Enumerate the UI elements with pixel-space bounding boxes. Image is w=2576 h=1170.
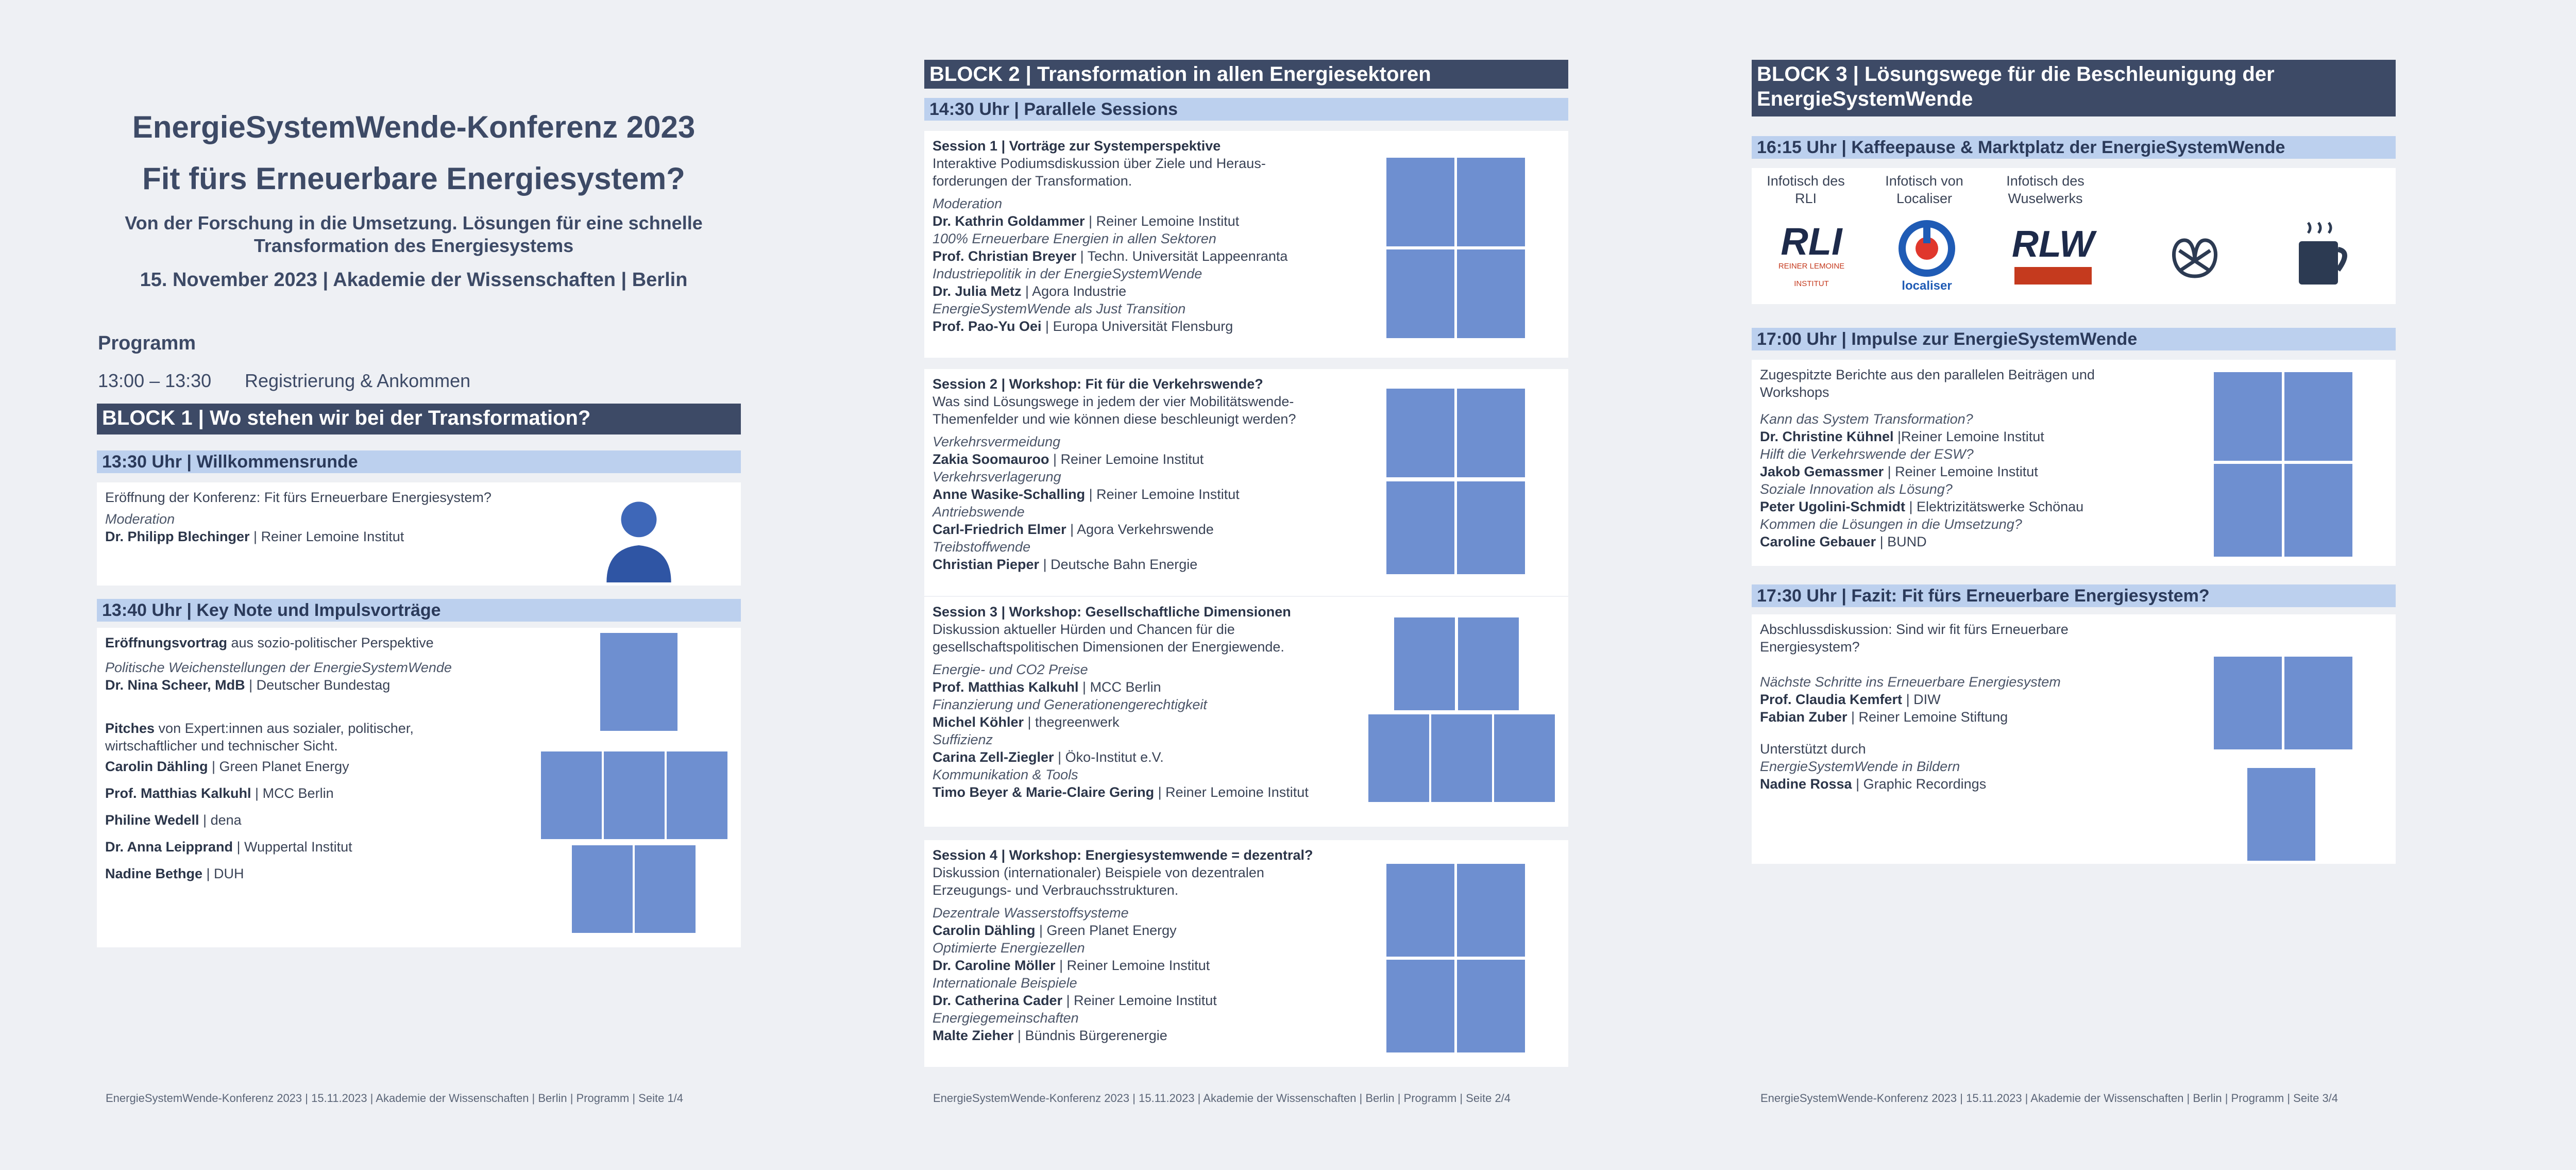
session-speaker: Carl-Friedrich Elmer | Agora Verkehrswende	[933, 522, 1214, 537]
impulse-speaker: Dr. Christine Kühnel |Reiner Lemoine Institut	[1760, 429, 2044, 444]
session-speaker: Dr. Julia Metz | Agora Industrie	[933, 283, 1127, 299]
photo-s4-3	[1386, 960, 1454, 1052]
pitch-speaker: Prof. Matthias Kalkuhl | MCC Berlin	[105, 785, 334, 801]
session-welcome-header: 13:30 Uhr | Willkommensrunde	[97, 450, 741, 473]
session-role: Antriebswende	[933, 504, 1025, 520]
session-speaker: Prof. Matthias Kalkuhl | MCC Berlin	[933, 679, 1161, 695]
session-desc: gesellschaftspolitischen Dimensionen der Energiewende.	[933, 639, 1284, 655]
page-1	[0, 0, 827, 1170]
impulse-header: 17:00 Uhr | Impulse zur EnergieSystemWende	[1752, 328, 2396, 350]
support-role: EnergieSystemWende in Bildern	[1760, 759, 1960, 774]
photo-pitch-2	[604, 751, 665, 839]
block-2-header: BLOCK 2 | Transformation in allen Energiesektoren	[924, 60, 1568, 89]
session-role: 100% Erneuerbare Energien in allen Sektoren	[933, 231, 1216, 246]
session-role: Suffizienz	[933, 732, 993, 747]
photo-s1-4	[1457, 249, 1525, 338]
session-role: Dezentrale Wasserstoffsysteme	[933, 905, 1129, 921]
keynote-topic: Politische Weichenstellungen der EnergieSystemWende	[105, 660, 452, 675]
keynote-opening: Eröffnungsvortrag aus sozio-politischer Perspektive	[105, 635, 434, 650]
session-desc: forderungen der Transformation.	[933, 173, 1132, 189]
photo-s2-1	[1386, 389, 1454, 477]
photo-pitch-4	[572, 845, 633, 933]
photo-impulse-2	[2284, 372, 2352, 461]
localiser-logo	[1891, 218, 1963, 295]
session-speaker: Prof. Christian Breyer | Techn. Universität Lappeenranta	[933, 248, 1288, 264]
svg-text:localiser: localiser	[1902, 279, 1952, 293]
impulse-speaker: Caroline Gebauer | BUND	[1760, 534, 1927, 549]
session-desc: Themenfelder und wie können diese beschleunigt werden?	[933, 411, 1296, 427]
impulse-speaker: Jakob Gemassmer | Reiner Lemoine Institut	[1760, 464, 2038, 479]
welcome-line: Eröffnung der Konferenz: Fit fürs Erneuerbare Energiesystem?	[105, 490, 492, 505]
impulse-speaker: Peter Ugolini-Schmidt | Elektrizitätswerke Schönau	[1760, 499, 2084, 514]
photo-s2-2	[1457, 389, 1525, 477]
keynote-speaker: Dr. Nina Scheer, MdB | Deutscher Bundestag	[105, 677, 391, 693]
fazit-desc: Abschlussdiskussion: Sind wir fit fürs Erneuerbare	[1760, 622, 2069, 637]
impulse-desc: Workshops	[1760, 385, 1829, 400]
session-role: Energie- und CO2 Preise	[933, 662, 1088, 677]
fazit-desc: Energiesystem?	[1760, 639, 1860, 655]
session-title: Session 2 | Workshop: Fit für die Verkehrswende?	[933, 376, 1263, 392]
photo-impulse-3	[2214, 464, 2282, 557]
photo-blechinger	[598, 486, 680, 582]
pitch-intro-2: wirtschaftlicher und technischer Sicht.	[105, 738, 338, 754]
photo-s3-5	[1494, 714, 1555, 802]
coffee-cup-icon	[2287, 218, 2354, 290]
session-speaker: Anne Wasike-Schalling | Reiner Lemoine Institut	[933, 487, 1240, 502]
infotable-rli: Infotisch des RLI	[1767, 173, 1845, 206]
infotable-localiser: Infotisch von Localiser	[1885, 173, 1963, 206]
session-desc: Diskussion aktueller Hürden und Chancen für die	[933, 622, 1235, 637]
registration-label: Registrierung & Ankommen	[245, 370, 471, 391]
session-role: Finanzierung und Generationengerechtigkeit	[933, 697, 1207, 712]
registration-time: 13:00 – 13:30	[98, 370, 212, 391]
session-speaker: Dr. Caroline Möller | Reiner Lemoine Institut	[933, 958, 1210, 973]
session-speaker: Dr. Kathrin Goldammer | Reiner Lemoine Institut	[933, 213, 1240, 229]
photo-s3-3	[1368, 714, 1429, 802]
session-speaker: Christian Pieper | Deutsche Bahn Energie	[933, 557, 1198, 572]
session-speaker: Carina Zell-Ziegler | Öko-Institut e.V.	[933, 749, 1164, 765]
session-speaker: Michel Köhler | thegreenwerk	[933, 714, 1120, 730]
photo-rossa	[2247, 768, 2315, 861]
wuselwerk-logo: RLW	[2009, 224, 2097, 286]
marketplace-card	[1752, 168, 2396, 304]
fazit-header: 17:30 Uhr | Fazit: Fit fürs Erneuerbare Energiesystem?	[1752, 584, 2396, 607]
parallel-sessions-header: 14:30 Uhr | Parallele Sessions	[924, 98, 1568, 121]
session-role: Energiegemeinschaften	[933, 1010, 1079, 1026]
session-speaker: Timo Beyer & Marie-Claire Gering | Reiner Lemoine Institut	[933, 784, 1309, 800]
page-footer: EnergieSystemWende-Konferenz 2023 | 15.11.2023 | Akademie der Wissenschaften | Berlin | Programm | Seite 3/4	[1760, 1092, 2338, 1105]
photo-scheer	[600, 633, 677, 731]
block-1-header: BLOCK 1 | Wo stehen wir bei der Transformation?	[97, 404, 741, 434]
session-speaker: Dr. Catherina Cader | Reiner Lemoine Institut	[933, 993, 1217, 1008]
session-role: EnergieSystemWende als Just Transition	[933, 301, 1186, 316]
photo-s1-1	[1386, 158, 1454, 246]
page-3	[1655, 0, 2482, 1170]
coffee-break-header: 16:15 Uhr | Kaffeepause & Marktplatz der EnergieSystemWende	[1752, 136, 2396, 159]
fazit-role: Nächste Schritte ins Erneuerbare Energiesystem	[1760, 674, 2061, 690]
pitch-speaker: Nadine Bethge | DUH	[105, 866, 244, 881]
block-3-line-1: BLOCK 3 | Lösungswege für die Beschleunigung der	[1757, 63, 2275, 86]
session-role: Verkehrsvermeidung	[933, 434, 1061, 449]
page-4	[2482, 0, 2576, 1170]
photo-s4-1	[1386, 864, 1454, 957]
pitch-speaker: Carolin Dähling | Green Planet Energy	[105, 759, 349, 774]
conference-question: Fit fürs Erneuerbare Energiesystem?	[142, 161, 685, 196]
photo-s1-3	[1386, 249, 1454, 338]
welcome-role: Moderation	[105, 511, 175, 527]
subtitle-line-1: Von der Forschung in die Umsetzung. Lösungen für eine schnelle	[125, 212, 703, 233]
session-speaker: Zakia Soomauroo | Reiner Lemoine Institut	[933, 452, 1204, 467]
photo-pitch-3	[667, 751, 727, 839]
session-title: Session 1 | Vorträge zur Systemperspektive	[933, 138, 1221, 154]
session-desc: Diskussion (internationaler) Beispiele von dezentralen	[933, 865, 1264, 880]
photo-impulse-4	[2284, 464, 2352, 557]
fazit-speaker: Fabian Zuber | Reiner Lemoine Stiftung	[1760, 709, 2008, 725]
conference-title: EnergieSystemWende-Konferenz 2023	[132, 110, 696, 144]
session-title: Session 3 | Workshop: Gesellschaftliche Dimensionen	[933, 604, 1291, 620]
photo-zuber	[2284, 657, 2352, 749]
session-title: Session 4 | Workshop: Energiesystemwende = dezentral?	[933, 847, 1313, 863]
session-desc: Interaktive Podiumsdiskussion über Ziele und Heraus-	[933, 156, 1266, 171]
impulse-role: Soziale Innovation als Lösung?	[1760, 481, 1953, 497]
photo-s4-2	[1457, 864, 1525, 957]
photo-s3-1	[1394, 617, 1455, 710]
session-speaker: Prof. Pao-Yu Oei | Europa Universität Flensburg	[933, 319, 1233, 334]
fazit-speaker: Prof. Claudia Kemfert | DIW	[1760, 692, 1941, 707]
photo-s4-4	[1457, 960, 1525, 1052]
date-venue: 15. November 2023 | Akademie der Wissenschaften | Berlin	[140, 269, 688, 291]
photo-s2-4	[1457, 481, 1525, 574]
photo-pitch-1	[541, 751, 602, 839]
pretzel-icon	[2164, 225, 2226, 287]
photo-impulse-1	[2214, 372, 2282, 461]
session-speaker: Malte Zieher | Bündnis Bürgerenergie	[933, 1028, 1167, 1043]
impulse-role: Hilft die Verkehrswende der ESW?	[1760, 446, 1974, 462]
session-role: Internationale Beispiele	[933, 975, 1077, 991]
photo-pitch-5	[635, 845, 696, 933]
session-desc: Erzeugungs- und Verbrauchsstrukturen.	[933, 882, 1179, 898]
welcome-speaker: Dr. Philipp Blechinger | Reiner Lemoine Institut	[105, 529, 404, 544]
page-footer: EnergieSystemWende-Konferenz 2023 | 15.11.2023 | Akademie der Wissenschaften | Berlin | Programm | Seite 1/4	[106, 1092, 684, 1105]
session-keynote-header: 13:40 Uhr | Key Note und Impulsvorträge	[97, 599, 741, 622]
photo-kemfert	[2214, 657, 2282, 749]
session-role: Kommunikation & Tools	[933, 767, 1078, 782]
block-3-line-2: EnergieSystemWende	[1757, 88, 1973, 110]
session-role: Verkehrsverlagerung	[933, 469, 1061, 484]
session-role: Treibstoffwende	[933, 539, 1031, 555]
programm-label: Programm	[98, 332, 196, 354]
session-role: Moderation	[933, 196, 1003, 211]
impulse-role: Kann das System Transformation?	[1760, 411, 1973, 427]
pitch-speaker: Dr. Anna Leipprand | Wuppertal Institut	[105, 839, 352, 855]
photo-s3-4	[1431, 714, 1492, 802]
photo-s2-3	[1386, 481, 1454, 574]
block-3-header	[1752, 60, 2396, 116]
session-role: Industriepolitik in der EnergieSystemWende	[933, 266, 1202, 281]
session-speaker: Carolin Dähling | Green Planet Energy	[933, 923, 1177, 938]
page-2	[827, 0, 1655, 1170]
rli-logo: RLI REINER LEMOINE INSTITUT	[1778, 220, 1845, 288]
support-speaker: Nadine Rossa | Graphic Recordings	[1760, 776, 1987, 792]
impulse-role: Kommen die Lösungen in die Umsetzung?	[1760, 516, 2022, 532]
session-role: Optimierte Energiezellen	[933, 940, 1085, 956]
pitch-speaker: Philine Wedell | dena	[105, 812, 242, 828]
infotable-wuselwerk: Infotisch des Wuselwerks	[2006, 173, 2084, 206]
pitch-intro: Pitches von Expert:innen aus sozialer, politischer,	[105, 721, 414, 736]
support-label: Unterstützt durch	[1760, 741, 1866, 757]
subtitle-line-2: Transformation des Energiesystems	[253, 235, 574, 256]
impulse-desc: Zugespitzte Berichte aus den parallelen Beiträgen und	[1760, 367, 2095, 382]
page-footer: EnergieSystemWende-Konferenz 2023 | 15.11.2023 | Akademie der Wissenschaften | Berlin | Programm | Seite 2/4	[933, 1092, 1511, 1105]
photo-s1-2	[1457, 158, 1525, 246]
session-desc: Was sind Lösungswege in jedem der vier Mobilitätswende-	[933, 394, 1294, 409]
photo-s3-2	[1458, 617, 1519, 710]
